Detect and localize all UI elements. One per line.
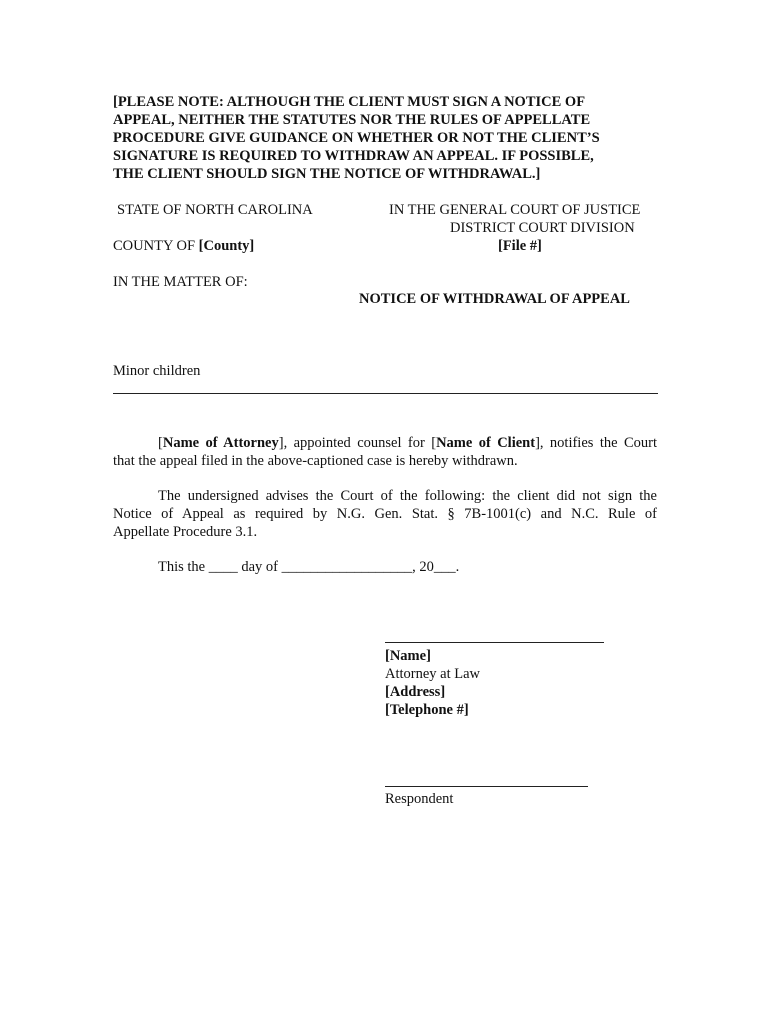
paragraph-line: that the appeal filed in the above-captioned case is hereby withdrawn. — [113, 453, 518, 469]
document-title: NOTICE OF WITHDRAWAL OF APPEAL — [359, 291, 630, 307]
state-label: STATE OF NORTH CAROLINA — [117, 202, 313, 218]
signer-name-field: [Name] — [385, 648, 431, 664]
county-field: [County] — [198, 238, 255, 254]
court-division: DISTRICT COURT DIVISION — [450, 220, 635, 236]
paragraph-advisement — [113, 487, 657, 541]
note-line: THE CLIENT SHOULD SIGN THE NOTICE OF WITHDRAWAL.] — [113, 166, 541, 182]
paragraph-line: The undersigned advises the Court of the following: the client did not sign the — [158, 488, 657, 504]
matter-label: IN THE MATTER OF: — [113, 274, 248, 290]
caption-divider — [113, 393, 658, 394]
court-name: IN THE GENERAL COURT OF JUSTICE — [389, 202, 641, 218]
paragraph-line: Appellate Procedure 3.1. — [113, 524, 258, 540]
signer-telephone-field: [Telephone #] — [385, 702, 469, 718]
file-number-field: [File #] — [498, 238, 542, 254]
note-line: APPEAL, NEITHER THE STATUTES NOR THE RULES OF APPELLATE — [113, 112, 591, 128]
signer-title: Attorney at Law — [385, 666, 481, 682]
attorney-signature-line — [385, 642, 604, 643]
respondent-signature-line — [385, 786, 588, 787]
attorney-name-field: Name of Attorney — [162, 435, 279, 451]
text-fragment: ], appointed counsel for [ — [278, 435, 437, 451]
instruction-note — [113, 93, 658, 183]
signer-address-field: [Address] — [385, 684, 446, 700]
date-line: This the ____ day of __________________, 20___. — [158, 559, 460, 575]
paragraph-line — [113, 434, 657, 452]
text-fragment: [ — [158, 435, 163, 451]
note-line: SIGNATURE IS REQUIRED TO WITHDRAW AN APPEAL. IF POSSIBLE, — [113, 148, 594, 164]
note-line: [PLEASE NOTE: ALTHOUGH THE CLIENT MUST SIGN A NOTICE OF — [113, 94, 586, 110]
county-label — [113, 237, 254, 255]
note-line: PROCEDURE GIVE GUIDANCE ON WHETHER OR NOT THE CLIENT’S — [113, 130, 600, 146]
client-name-field: Name of Client — [436, 435, 536, 451]
text-fragment: ], notifies the Court — [535, 435, 657, 451]
paragraph-notice — [113, 434, 657, 470]
county-prefix: COUNTY OF — [113, 238, 199, 254]
minor-children-label: Minor children — [113, 363, 201, 379]
paragraph-line: Notice of Appeal as required by N.G. Gen. Stat. § 7B-1001(c) and N.C. Rule of — [113, 506, 657, 522]
respondent-label: Respondent — [385, 791, 454, 807]
